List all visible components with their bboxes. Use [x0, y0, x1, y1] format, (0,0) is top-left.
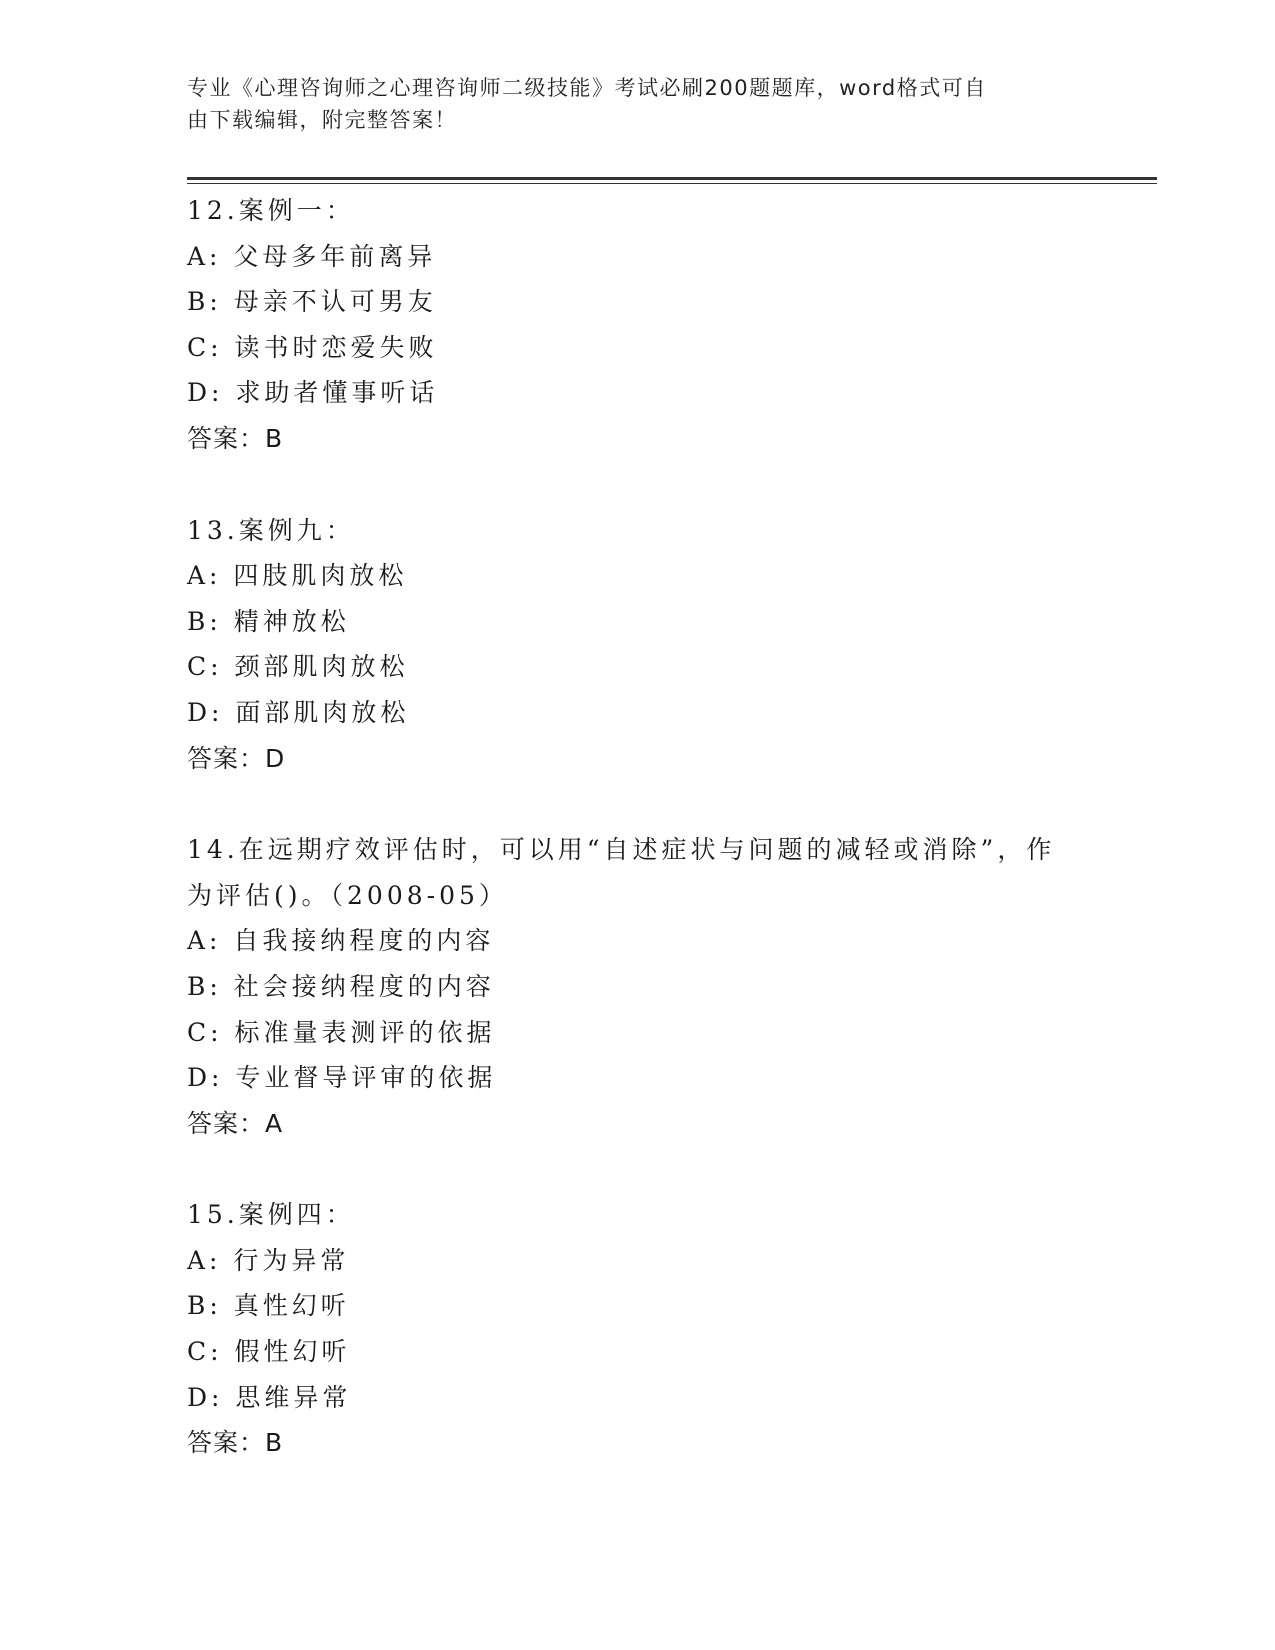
answer-label: 答案：A: [187, 1108, 284, 1138]
option-a: A: 四肢肌肉放松: [187, 561, 408, 591]
option-c: C: 颈部肌肉放松: [187, 652, 409, 682]
option-d: D: 专业督导评审的依据: [187, 1063, 497, 1093]
option-d: D: 求助者懂事听话: [187, 378, 439, 408]
option-d: D: 面部肌肉放松: [187, 697, 410, 727]
answer-label: 答案：B: [187, 423, 284, 453]
document-header: [187, 72, 1087, 136]
question-14: [187, 827, 1087, 1146]
question-stem-line-2: 为评估()。（2008-05）: [187, 880, 508, 910]
option-d: D: 思维异常: [187, 1382, 352, 1412]
option-b: B: 真性幻听: [187, 1291, 350, 1321]
question-12: [187, 188, 1087, 462]
header-title-line-1: 专业《心理咨询师之心理咨询师二级技能》考试必刷200题题库，word格式可自: [187, 76, 987, 100]
header-divider-thin: [187, 183, 1157, 184]
question-15: [187, 1192, 1087, 1466]
question-stem: 15.案例四：: [187, 1200, 355, 1230]
header-title-line-2: 由下载编辑，附完整答案！: [187, 108, 457, 132]
question-13: [187, 508, 1087, 782]
question-stem: 12.案例一：: [187, 196, 355, 225]
option-a: A: 自我接纳程度的内容: [187, 926, 495, 956]
option-c: C: 假性幻听: [187, 1337, 351, 1367]
option-a: A: 行为异常: [187, 1245, 350, 1275]
question-stem: 13.案例九：: [187, 515, 355, 545]
option-b: B: 母亲不认可男友: [187, 287, 437, 317]
option-a: A: 父母多年前离异: [187, 241, 437, 271]
option-b: B: 精神放松: [187, 606, 350, 636]
option-c: C: 读书时恋爱失败: [187, 332, 438, 362]
question-stem-line-1: 14.在远期疗效评估时，可以用“自述症状与问题的减轻或消除”，作: [187, 835, 1056, 865]
option-c: C: 标准量表测评的依据: [187, 1017, 496, 1047]
question-list: [187, 188, 1087, 1512]
option-b: B: 社会接纳程度的内容: [187, 971, 495, 1001]
header-divider-thick: [187, 177, 1157, 180]
answer-label: 答案：B: [187, 1428, 284, 1458]
answer-label: 答案：D: [187, 743, 286, 773]
